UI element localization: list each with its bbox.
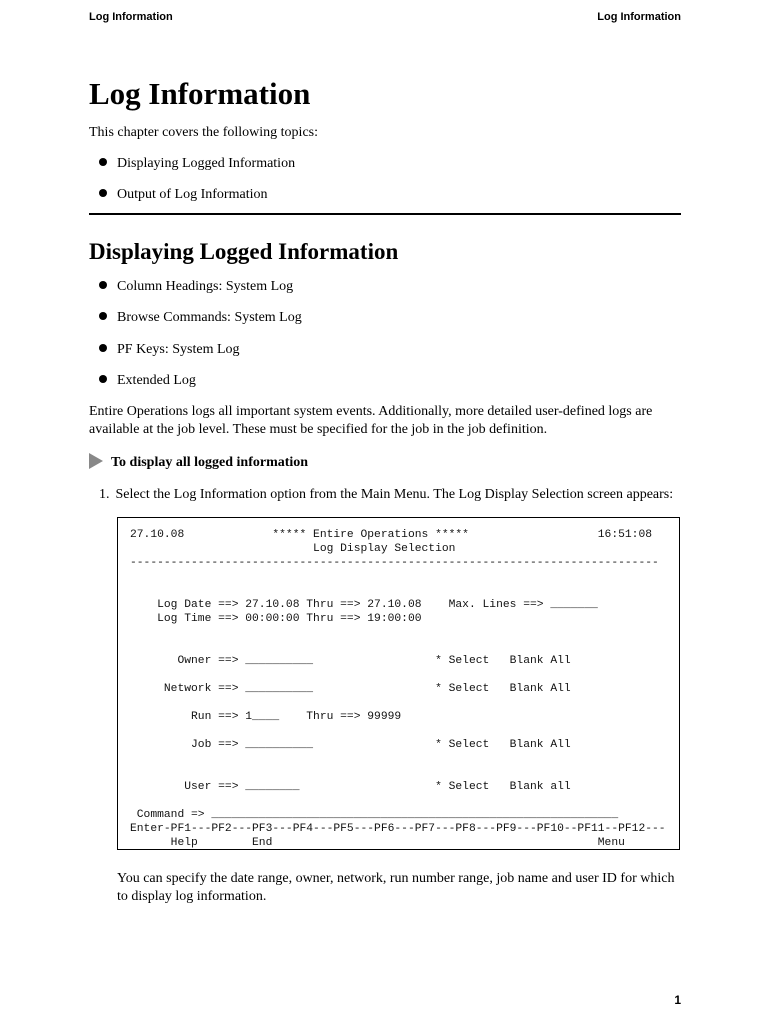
- procedure-heading: [89, 453, 308, 471]
- section-link[interactable]: Extended Log: [117, 373, 196, 388]
- section-link[interactable]: Column Headings: System Log: [117, 279, 294, 294]
- section-link-item[interactable]: [99, 372, 196, 390]
- chapter-intro: This chapter covers the following topics:: [89, 125, 318, 140]
- topic-item[interactable]: [99, 155, 295, 173]
- section-paragraph-line1: Entire Operations logs all important system events. Additionally, more detailed user-defined logs are: [89, 404, 653, 419]
- procedure-title: To display all logged information: [111, 455, 309, 470]
- section-link-item[interactable]: [99, 341, 240, 359]
- terminal-screen: [117, 517, 680, 850]
- section-link[interactable]: Browse Commands: System Log: [117, 310, 302, 325]
- topic-item[interactable]: [99, 186, 267, 204]
- running-header-right: Log Information: [597, 11, 681, 23]
- bullet-icon: [99, 158, 107, 166]
- bullet-icon: [99, 375, 107, 383]
- terminal-screen-text: 27.10.08 ***** Entire Operations ***** 16:51:08 Log Display Selection ------------------------------------------------------------------------------ Log Date ==> 27.10.08 Thru ==> 27.10.08 Max. Lines ==> _______ Log Time ==> 00:00:00 Thru ==> 19:00:00 Owner ==> __________ * Select Blank All Network ==> __________ * Select Blank All Run ==> 1____ Thru ==> 99999 Job ==> __________ * Select Blank All User ==> ________ * Select Blank all Command => ____________________________________________________________ Enter-PF1---PF2---PF3---PF4---PF5---PF6---PF7---PF8---PF9---PF10--PF11--PF12--- Help End Menu: [130, 529, 666, 849]
- step-text: Select the Log Information option from the Main Menu. The Log Display Selection screen appears:: [115, 487, 674, 502]
- section-link[interactable]: PF Keys: System Log: [117, 342, 240, 357]
- step-number: 1.: [99, 487, 110, 502]
- bullet-icon: [99, 281, 107, 289]
- section-title: Displaying Logged Information: [89, 239, 399, 264]
- topic-link[interactable]: Output of Log Information: [117, 187, 268, 202]
- section-link-item[interactable]: [99, 278, 293, 296]
- bullet-icon: [99, 189, 107, 197]
- running-header-left: Log Information: [89, 11, 173, 23]
- chapter-title: Log Information: [89, 76, 311, 111]
- step-item: [99, 486, 673, 504]
- section-paragraph-line2: available at the job level. These must be specified for the job in the job definition.: [89, 422, 548, 437]
- page-number: 1: [674, 993, 681, 1007]
- bullet-icon: [99, 312, 107, 320]
- bullet-icon: [99, 344, 107, 352]
- procedure-arrow-icon: [89, 453, 103, 469]
- section-link-item[interactable]: [99, 309, 302, 327]
- after-screen-text: You can specify the date range, owner, network, run number range, job name and user ID for which to display log information.: [117, 871, 675, 904]
- topic-link[interactable]: Displaying Logged Information: [117, 156, 296, 171]
- section-divider: [89, 213, 681, 215]
